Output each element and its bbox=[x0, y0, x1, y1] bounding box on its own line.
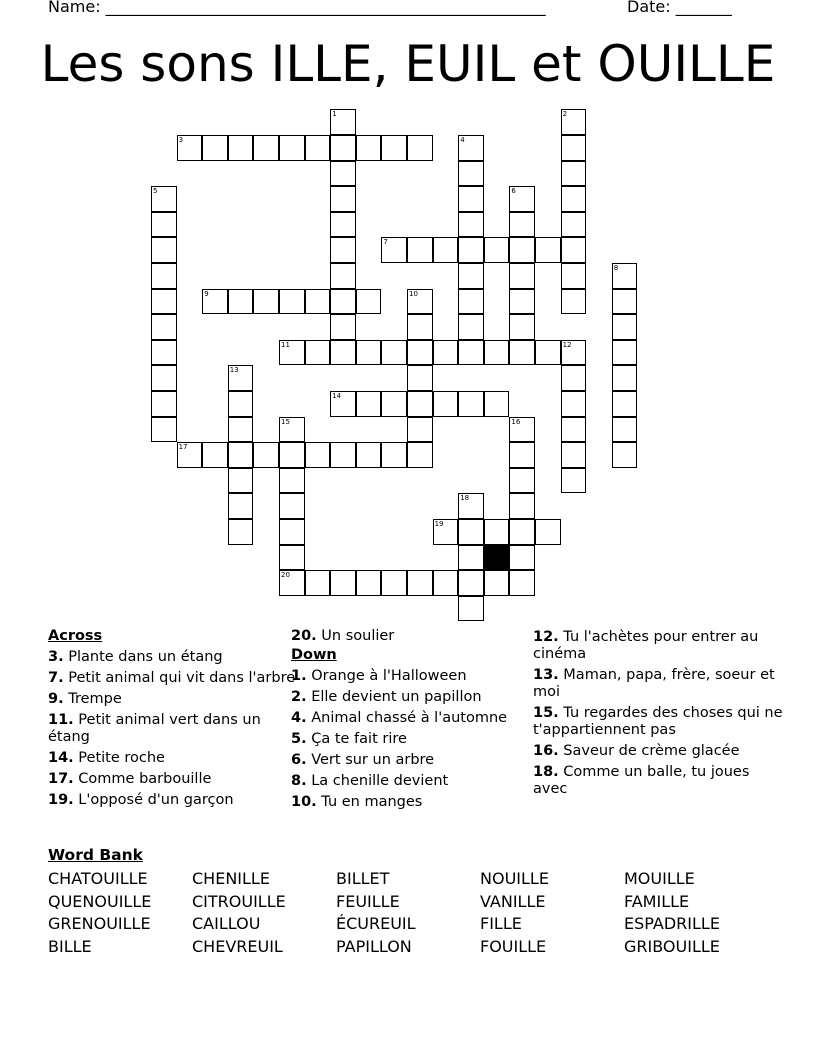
grid-cell[interactable] bbox=[279, 442, 305, 468]
grid-cell[interactable] bbox=[612, 391, 638, 417]
grid-cell[interactable] bbox=[561, 289, 587, 315]
grid-cell[interactable] bbox=[535, 237, 561, 263]
grid-cell[interactable] bbox=[228, 289, 254, 315]
word-bank-word: GRIBOUILLE bbox=[624, 937, 720, 957]
grid-cell[interactable] bbox=[612, 289, 638, 315]
grid-cell[interactable] bbox=[305, 135, 331, 161]
grid-cell[interactable] bbox=[433, 340, 459, 366]
clue-item: 14. Petite roche bbox=[48, 750, 165, 766]
grid-cell[interactable] bbox=[433, 237, 459, 263]
word-bank-word: GRENOUILLE bbox=[48, 914, 151, 934]
grid-cell[interactable] bbox=[228, 519, 254, 545]
grid-cell[interactable] bbox=[151, 212, 177, 238]
grid-cell[interactable] bbox=[279, 468, 305, 494]
grid-cell[interactable] bbox=[561, 442, 587, 468]
grid-cell[interactable] bbox=[356, 442, 382, 468]
grid-cell[interactable] bbox=[356, 340, 382, 366]
grid-cell[interactable] bbox=[381, 442, 407, 468]
grid-cell[interactable] bbox=[407, 391, 433, 417]
grid-cell[interactable] bbox=[330, 314, 356, 340]
grid-cell[interactable] bbox=[509, 468, 535, 494]
grid-cell[interactable] bbox=[561, 186, 587, 212]
clue-item: 16. Saveur de crème glacée bbox=[533, 743, 740, 759]
grid-cell[interactable] bbox=[279, 289, 305, 315]
word-bank-word: CITROUILLE bbox=[192, 891, 286, 911]
grid-cell[interactable] bbox=[509, 570, 535, 596]
grid-cell[interactable] bbox=[253, 289, 279, 315]
grid-cell[interactable] bbox=[509, 314, 535, 340]
clue-number: 14 bbox=[332, 392, 342, 400]
across-clue-list bbox=[48, 649, 298, 809]
grid-cell[interactable] bbox=[458, 519, 484, 545]
clues-column-3 bbox=[533, 628, 783, 802]
grid-cell[interactable] bbox=[561, 263, 587, 289]
grid-cell[interactable] bbox=[509, 289, 535, 315]
grid-cell[interactable] bbox=[458, 237, 484, 263]
word-bank-word: BILLET bbox=[336, 869, 390, 888]
grid-cell[interactable] bbox=[458, 186, 484, 212]
down-clue-list bbox=[291, 668, 541, 811]
grid-cell[interactable] bbox=[381, 340, 407, 366]
grid-cell[interactable] bbox=[279, 519, 305, 545]
grid-cell[interactable] bbox=[509, 493, 535, 519]
grid-cell[interactable] bbox=[407, 570, 433, 596]
word-bank-column bbox=[624, 868, 720, 959]
date-field[interactable]: Date: _______ bbox=[627, 0, 732, 16]
grid-cell[interactable] bbox=[561, 468, 587, 494]
clue-item: 13. Maman, papa, frère, soeur et moi bbox=[533, 667, 775, 700]
grid-cell[interactable] bbox=[484, 519, 510, 545]
grid-cell[interactable] bbox=[535, 340, 561, 366]
clue-item: 7. Petit animal qui vit dans l'arbre bbox=[48, 670, 296, 686]
clue-number: 18 bbox=[460, 494, 470, 503]
clue-number: 1 bbox=[332, 110, 337, 119]
clue-number: 2 bbox=[562, 110, 568, 119]
grid-cell[interactable] bbox=[509, 545, 535, 571]
grid-cell[interactable] bbox=[484, 391, 510, 417]
grid-cell[interactable] bbox=[612, 365, 638, 391]
grid-cell[interactable] bbox=[228, 442, 254, 468]
grid-cell[interactable] bbox=[561, 365, 587, 391]
grid-cell[interactable] bbox=[151, 365, 177, 391]
word-bank-column bbox=[48, 868, 151, 959]
grid-cell[interactable] bbox=[561, 391, 587, 417]
grid-cell[interactable] bbox=[279, 135, 305, 161]
clue-number: 9 bbox=[204, 289, 209, 298]
clue-number: 3 bbox=[178, 136, 184, 144]
grid-cell[interactable] bbox=[612, 314, 638, 340]
clue-number: 13 bbox=[229, 366, 239, 375]
grid-cell[interactable] bbox=[330, 212, 356, 238]
grid-cell[interactable] bbox=[151, 314, 177, 340]
grid-cell[interactable] bbox=[381, 570, 407, 596]
word-bank-word: FEUILLE bbox=[336, 891, 400, 911]
word-bank-column bbox=[480, 868, 549, 959]
grid-cell[interactable] bbox=[509, 237, 535, 263]
black-cell bbox=[484, 545, 510, 571]
clue-item: 10. Tu en manges bbox=[291, 794, 423, 810]
grid-cell[interactable] bbox=[151, 237, 177, 263]
grid-cell[interactable] bbox=[433, 570, 459, 596]
grid-cell[interactable] bbox=[458, 570, 484, 596]
grid-cell[interactable] bbox=[535, 519, 561, 545]
grid-cell[interactable] bbox=[509, 442, 535, 468]
grid-cell[interactable] bbox=[305, 340, 331, 366]
word-bank-column bbox=[336, 868, 416, 959]
grid-cell[interactable] bbox=[561, 212, 587, 238]
grid-cell[interactable] bbox=[509, 263, 535, 289]
clue-number: 15 bbox=[281, 417, 290, 426]
word-bank-word: CHEVREUIL bbox=[192, 937, 283, 957]
grid-cell[interactable] bbox=[458, 263, 484, 289]
grid-cell[interactable] bbox=[509, 340, 535, 366]
word-bank-word: FOUILLE bbox=[480, 937, 547, 957]
grid-cell[interactable] bbox=[330, 570, 356, 596]
word-bank-word: MOUILLE bbox=[624, 869, 695, 888]
grid-cell[interactable] bbox=[484, 340, 510, 366]
grid-cell[interactable] bbox=[330, 442, 356, 468]
grid-cell[interactable] bbox=[305, 442, 331, 468]
across-heading: Across bbox=[48, 628, 103, 644]
grid-cell[interactable] bbox=[458, 596, 484, 622]
word-bank-word: VANILLE bbox=[480, 891, 546, 911]
grid-cell[interactable] bbox=[458, 545, 484, 571]
clue-item: 5. Ça te fait rire bbox=[291, 731, 407, 747]
grid-cell[interactable] bbox=[305, 570, 331, 596]
grid-cell[interactable] bbox=[458, 289, 484, 315]
grid-cell[interactable] bbox=[407, 365, 433, 391]
word-bank-word: BILLE bbox=[48, 937, 92, 957]
clue-number: 6 bbox=[511, 187, 516, 196]
grid-cell[interactable] bbox=[509, 212, 535, 238]
word-bank-word: QUENOUILLE bbox=[48, 891, 152, 911]
grid-cell[interactable] bbox=[381, 135, 407, 161]
clue-item: 20. Un soulier bbox=[291, 628, 395, 644]
name-field[interactable]: Name: _______________________________________________________ bbox=[48, 0, 546, 16]
grid-cell[interactable] bbox=[561, 135, 587, 161]
grid-cell[interactable] bbox=[330, 289, 356, 315]
grid-cell[interactable] bbox=[330, 237, 356, 263]
across-clue-list-continued bbox=[291, 628, 541, 645]
clue-item: 2. Elle devient un papillon bbox=[291, 689, 482, 705]
grid-cell[interactable] bbox=[612, 340, 638, 366]
clue-number: 4 bbox=[460, 136, 465, 144]
grid-cell[interactable] bbox=[330, 135, 356, 161]
grid-cell[interactable] bbox=[407, 314, 433, 340]
clue-number: 10 bbox=[409, 289, 418, 298]
grid-cell[interactable] bbox=[561, 161, 587, 187]
grid-cell[interactable] bbox=[228, 391, 254, 417]
grid-cell[interactable] bbox=[253, 135, 279, 161]
grid-cell[interactable] bbox=[151, 417, 177, 443]
clues-column-1 bbox=[48, 628, 298, 813]
clue-number: 20 bbox=[281, 571, 290, 580]
grid-cell[interactable] bbox=[356, 289, 382, 315]
grid-cell[interactable] bbox=[330, 161, 356, 187]
clue-number: 7 bbox=[383, 238, 388, 247]
word-bank-word: PAPILLON bbox=[336, 937, 412, 957]
grid-cell[interactable] bbox=[381, 391, 407, 417]
word-bank-word: ÉCUREUIL bbox=[336, 914, 416, 934]
grid-cell[interactable] bbox=[407, 340, 433, 366]
grid-cell[interactable] bbox=[356, 391, 382, 417]
clue-item: 4. Animal chassé à l'automne bbox=[291, 710, 508, 726]
clue-item: 17. Comme barbouille bbox=[48, 771, 212, 787]
word-bank-title: Word Bank bbox=[48, 846, 143, 864]
grid-cell[interactable] bbox=[279, 493, 305, 519]
word-bank-column bbox=[192, 868, 286, 959]
grid-cell[interactable] bbox=[151, 340, 177, 366]
clue-number: 16 bbox=[511, 417, 521, 426]
grid-cell[interactable] bbox=[330, 340, 356, 366]
grid-cell[interactable] bbox=[330, 186, 356, 212]
word-bank-word: NOUILLE bbox=[480, 869, 549, 888]
grid-cell[interactable] bbox=[484, 570, 510, 596]
clue-item: 18. Comme un balle, tu joues avec bbox=[533, 764, 750, 797]
grid-cell[interactable] bbox=[228, 493, 254, 519]
clue-item: 11. Petit animal vert dans un étang bbox=[48, 712, 261, 745]
clue-number: 19 bbox=[434, 520, 444, 528]
grid-cell[interactable] bbox=[330, 263, 356, 289]
grid-cell[interactable] bbox=[305, 289, 331, 315]
grid-cell[interactable] bbox=[612, 442, 638, 468]
grid-cell[interactable] bbox=[458, 391, 484, 417]
grid-cell[interactable] bbox=[612, 417, 638, 443]
grid-cell[interactable] bbox=[407, 442, 433, 468]
grid-cell[interactable] bbox=[228, 135, 254, 161]
word-bank-word: CHENILLE bbox=[192, 869, 270, 888]
clue-item: 15. Tu regardes des choses qui ne t'appartiennent pas bbox=[533, 705, 783, 738]
grid-cell[interactable] bbox=[228, 468, 254, 494]
clue-number: 8 bbox=[613, 264, 619, 272]
grid-cell[interactable] bbox=[407, 417, 433, 443]
grid-cell[interactable] bbox=[253, 442, 279, 468]
grid-cell[interactable] bbox=[407, 135, 433, 161]
clue-item: 9. Trempe bbox=[48, 691, 122, 707]
clue-item: 12. Tu l'achètes pour entrer au cinéma bbox=[533, 629, 759, 662]
clue-item: 8. La chenille devient bbox=[291, 773, 449, 789]
clue-number: 11 bbox=[281, 340, 290, 349]
grid-cell[interactable] bbox=[202, 442, 228, 468]
grid-cell[interactable] bbox=[151, 289, 177, 315]
word-bank-word: CHATOUILLE bbox=[48, 869, 148, 888]
grid-cell[interactable] bbox=[407, 237, 433, 263]
grid-cell[interactable] bbox=[458, 212, 484, 238]
grid-cell[interactable] bbox=[433, 391, 459, 417]
word-bank-word: FILLE bbox=[480, 914, 522, 934]
grid-cell[interactable] bbox=[484, 237, 510, 263]
grid-cell[interactable] bbox=[356, 135, 382, 161]
grid-cell[interactable] bbox=[202, 135, 228, 161]
word-bank-word: CAILLOU bbox=[192, 914, 261, 934]
grid-cell[interactable] bbox=[458, 314, 484, 340]
clue-number: 17 bbox=[178, 443, 188, 452]
grid-cell[interactable] bbox=[561, 417, 587, 443]
word-bank-word: ESPADRILLE bbox=[624, 914, 720, 934]
grid-cell[interactable] bbox=[279, 545, 305, 571]
grid-cell[interactable] bbox=[458, 161, 484, 187]
clue-item: 19. L'opposé d'un garçon bbox=[48, 792, 234, 808]
down-heading: Down bbox=[291, 647, 337, 663]
grid-cell[interactable] bbox=[356, 570, 382, 596]
grid-cell[interactable] bbox=[509, 519, 535, 545]
grid-cell[interactable] bbox=[228, 417, 254, 443]
grid-cell[interactable] bbox=[151, 391, 177, 417]
grid-cell[interactable] bbox=[561, 237, 587, 263]
page-title: Les sons ILLE, EUIL et OUILLE bbox=[40, 35, 776, 93]
grid-cell[interactable] bbox=[151, 263, 177, 289]
clue-number: 5 bbox=[153, 187, 158, 196]
clues-column-2 bbox=[291, 628, 541, 815]
clue-number: 12 bbox=[562, 340, 572, 349]
grid-cell[interactable] bbox=[458, 340, 484, 366]
clue-item: 3. Plante dans un étang bbox=[48, 649, 223, 665]
clue-item: 6. Vert sur un arbre bbox=[291, 752, 435, 768]
word-bank-word: FAMILLE bbox=[624, 891, 690, 911]
down-clue-list-continued bbox=[533, 629, 783, 798]
clue-item: 1. Orange à l'Halloween bbox=[291, 668, 467, 684]
